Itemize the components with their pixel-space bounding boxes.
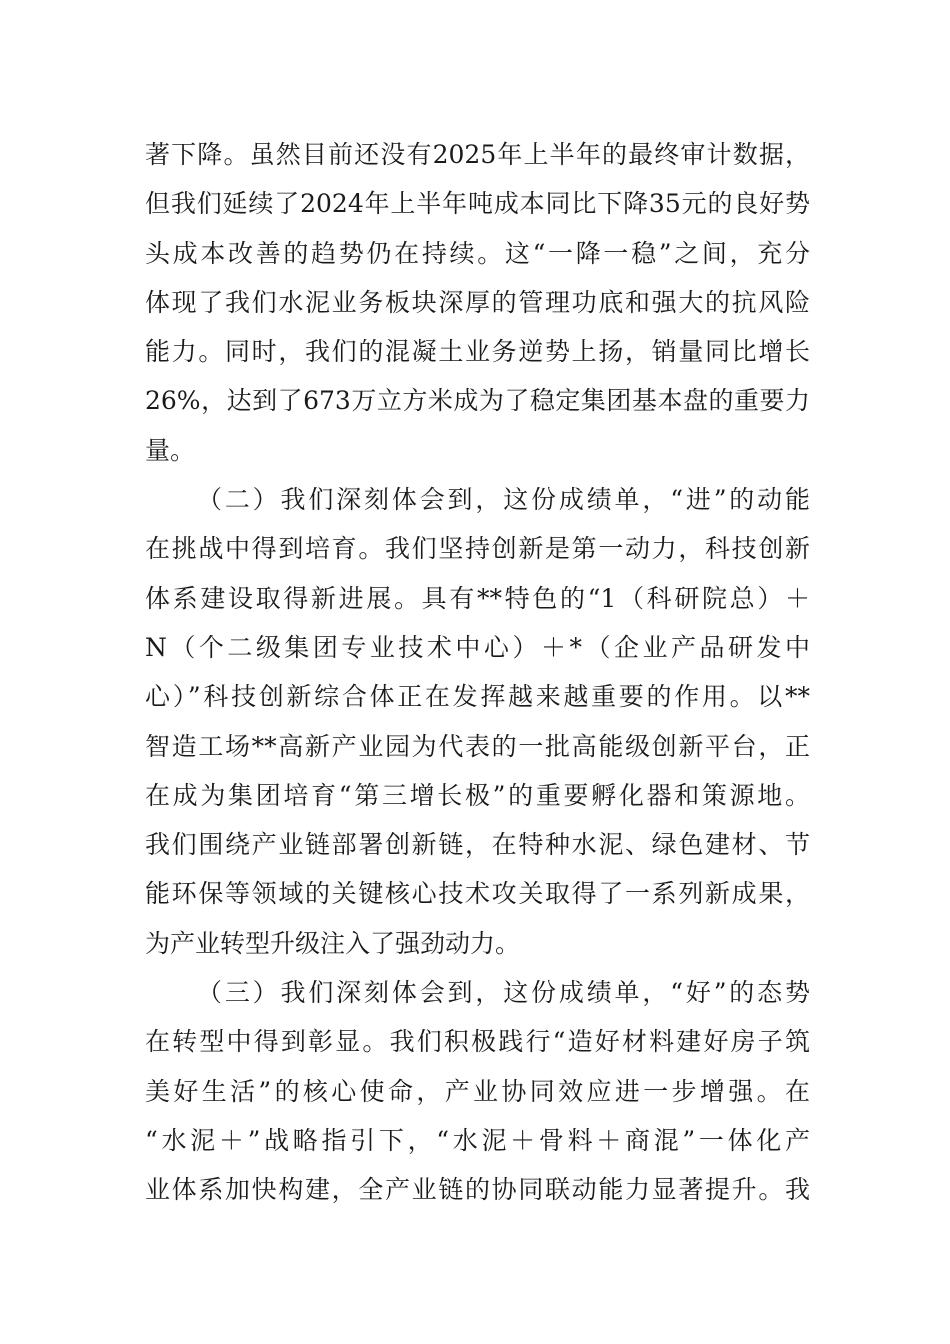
text-line: 能力。同时，我们的混凝土业务逆势上扬，销量同比增长 (145, 337, 810, 367)
text-line: 体系建设取得新进展。具有**特色的“1（科研院总）＋ (145, 583, 810, 613)
text-line: “水泥＋”战略指引下，“水泥＋骨料＋商混”一体化产 (145, 1125, 810, 1155)
text-line: 在挑战中得到培育。我们坚持创新是第一动力，科技创新 (145, 534, 810, 564)
text-line: 但我们延续了2024年上半年吨成本同比下降35元的良好势 (145, 189, 810, 219)
text-line: （二）我们深刻体会到，这份成绩单，“进”的动能 (197, 485, 810, 515)
text-line: N（个二级集团专业技术中心）＋*（企业产品研发中 (145, 632, 810, 662)
paragraph-1 (145, 130, 810, 475)
text-line: 业体系加快构建，全产业链的协同联动能力显著提升。我 (145, 1175, 810, 1205)
text-line: 能环保等领域的关键核心技术攻关取得了一系列新成果， (145, 879, 810, 909)
text-line: 我们围绕产业链部署创新链，在特种水泥、绿色建材、节 (145, 830, 810, 860)
text-line: 26%，达到了673万立方米成为了稳定集团基本盘的重要力 (145, 386, 810, 416)
text-line: 在成为集团培育“第三增长极”的重要孵化器和策源地。 (145, 780, 810, 810)
text-line: 量。 (145, 435, 196, 465)
document-body (145, 130, 810, 1215)
text-line: 美好生活”的核心使命，产业协同效应进一步增强。在 (145, 1076, 810, 1106)
text-line: 在转型中得到彰显。我们积极践行“造好材料建好房子筑 (145, 1027, 810, 1057)
text-line: 著下降。虽然目前还没有2025年上半年的最终审计数据， (145, 140, 810, 169)
text-line: 心）”科技创新综合体正在发挥越来越重要的作用。以** (145, 682, 810, 712)
paragraph-2 (145, 475, 810, 968)
text-line: （三）我们深刻体会到，这份成绩单，“好”的态势 (197, 978, 810, 1008)
text-line: 为产业转型升级注入了强劲动力。 (145, 928, 521, 958)
text-line: 体现了我们水泥业务板块深厚的管理功底和强大的抗风险 (145, 287, 810, 317)
paragraph-3 (145, 968, 810, 1214)
text-line: 智造工场**高新产业园为代表的一批高能级创新平台，正 (145, 731, 810, 761)
text-line: 头成本改善的趋势仍在持续。这“一降一稳”之间，充分 (145, 238, 810, 268)
